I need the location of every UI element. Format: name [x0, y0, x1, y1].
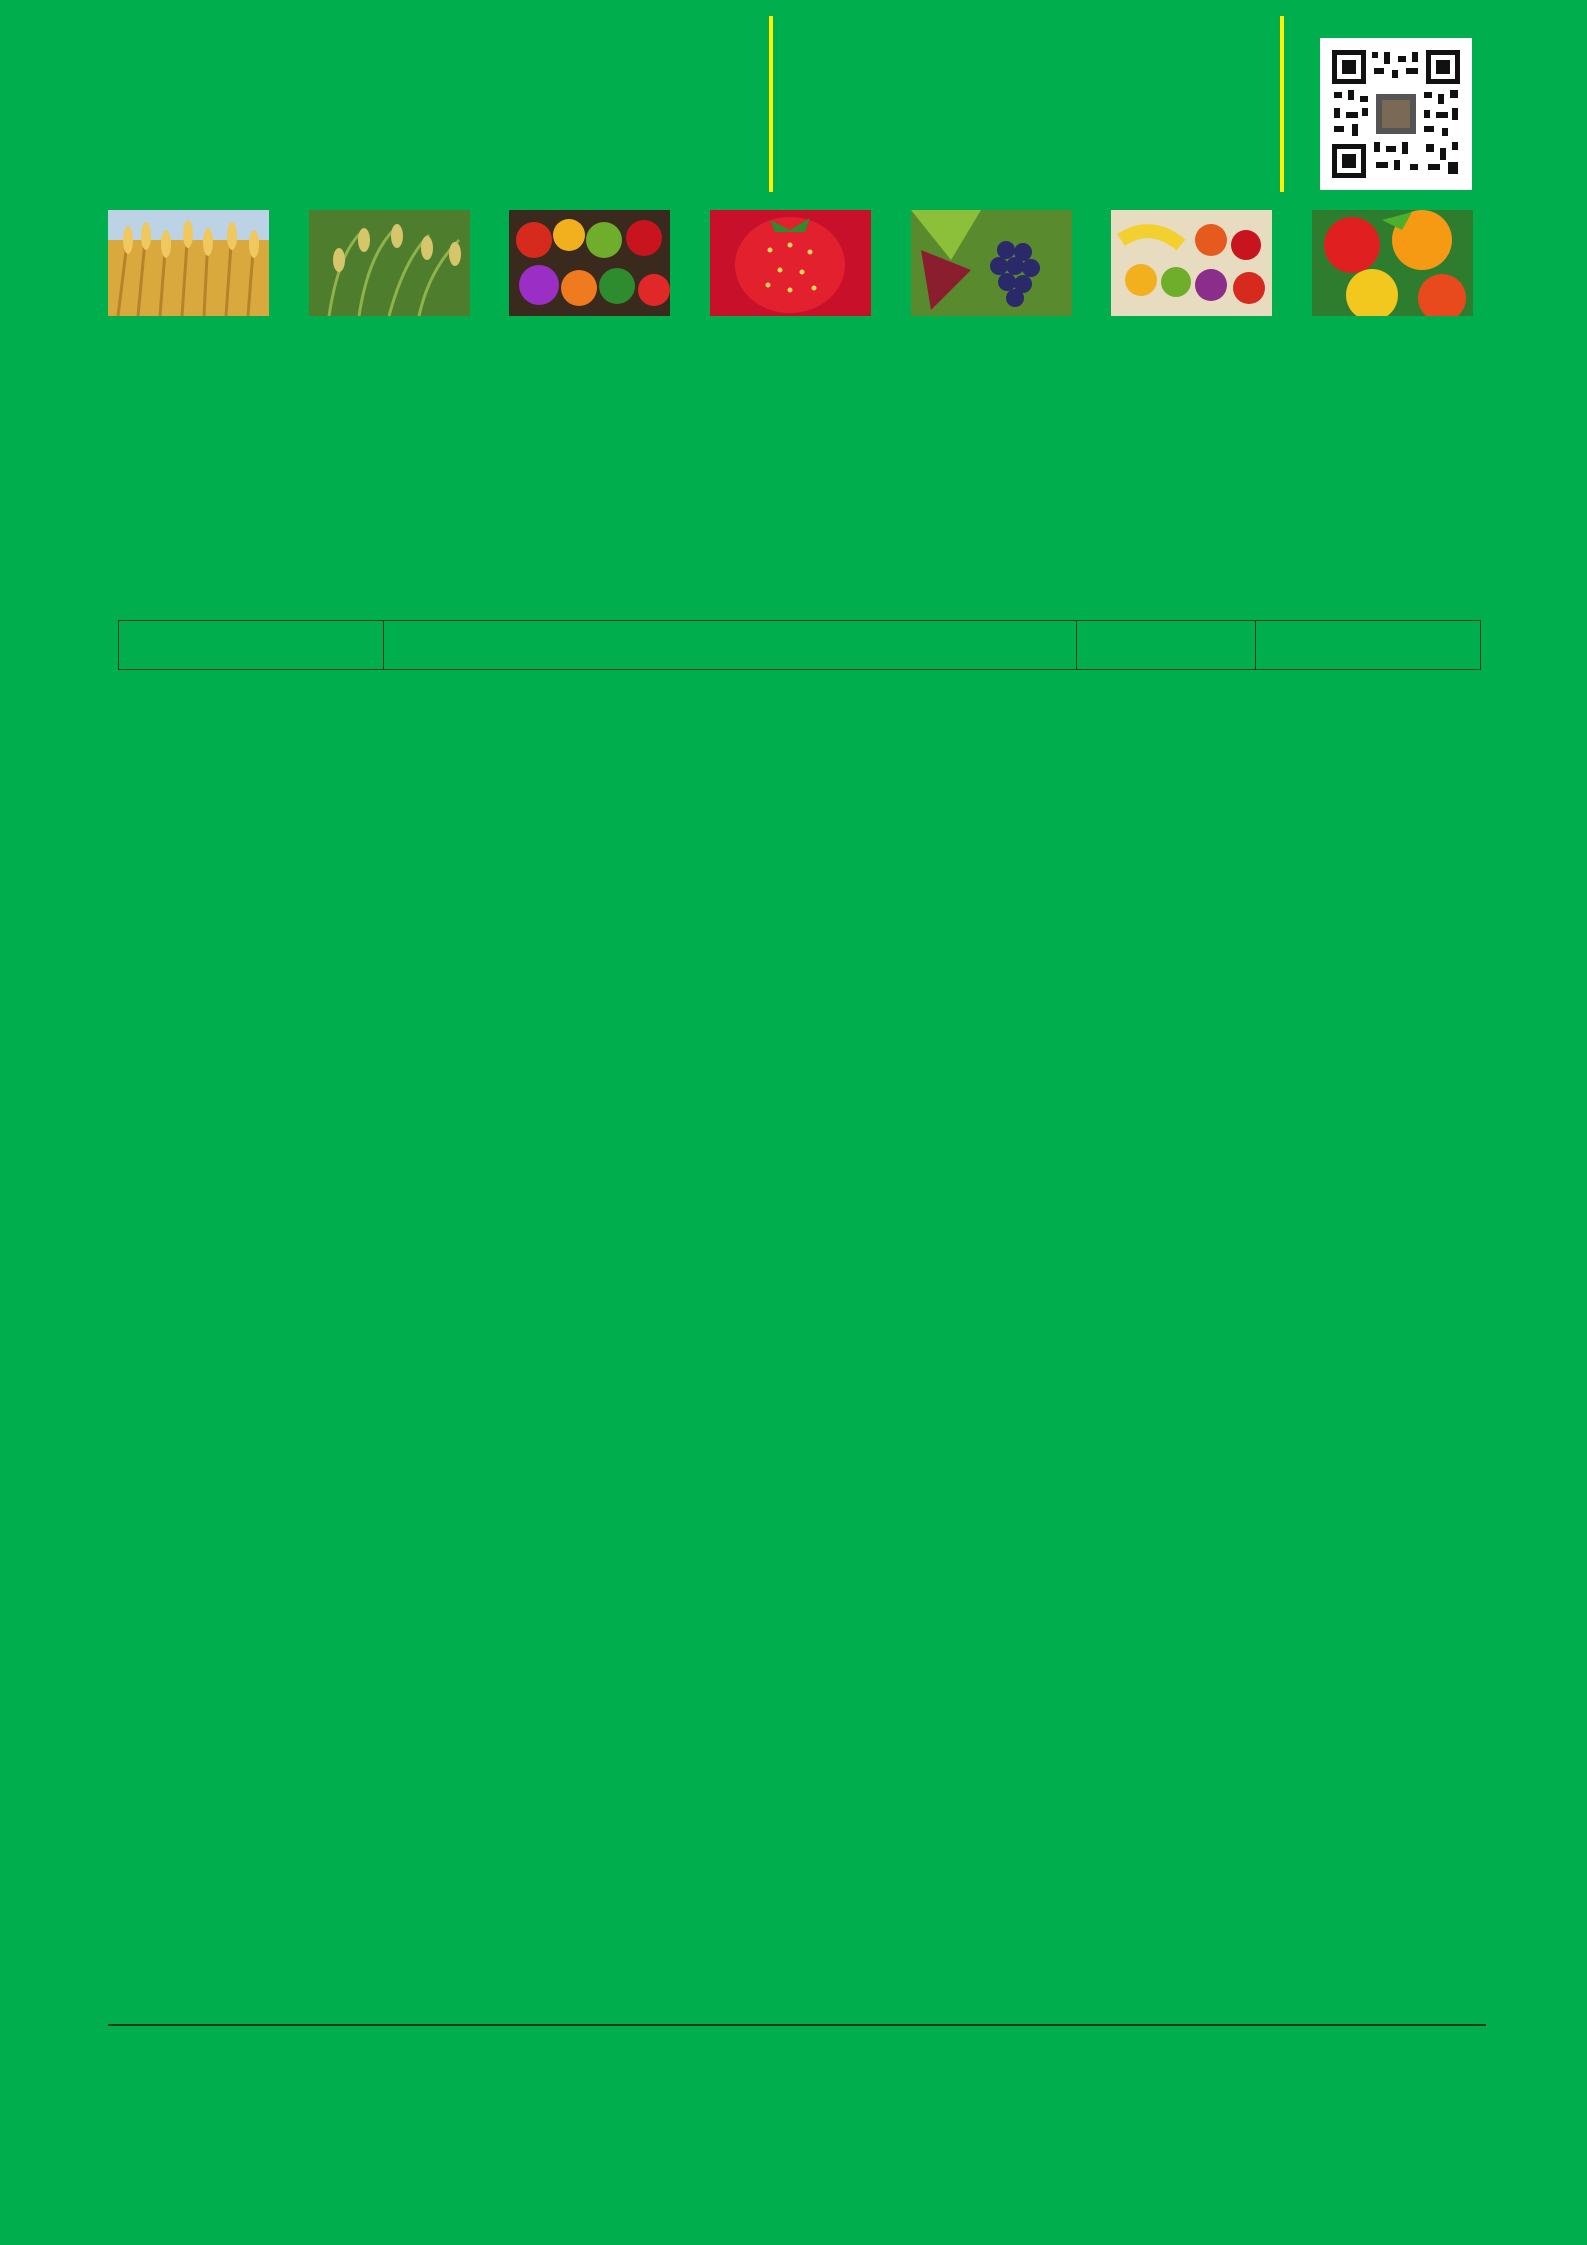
header-divider: [1280, 16, 1284, 192]
wheat-photo: [108, 210, 269, 316]
footer-info: [108, 2032, 174, 2065]
spec-table: [118, 620, 1481, 670]
table-header-cell: [1256, 621, 1481, 670]
qr-code-graphic: [1320, 38, 1472, 190]
table-header-cell: [384, 621, 1077, 670]
rice-photo: [309, 210, 470, 316]
table-header-cell: [119, 621, 384, 670]
strawberry-photo: [710, 210, 871, 316]
footer-divider: [108, 2024, 1486, 2026]
vegetables-photo: [509, 210, 670, 316]
table-header-cell: [1077, 621, 1256, 670]
photo-strip-bottom: [108, 2073, 1473, 2181]
qr-code-icon: [1320, 38, 1472, 190]
table-header-row: [119, 621, 1481, 670]
header-divider: [769, 16, 773, 192]
grapes-photo: [911, 210, 1072, 316]
photo-strip-top: [108, 210, 1473, 318]
fruit-basket-photo: [1111, 210, 1272, 316]
citrus-fruits-photo: [1312, 210, 1473, 316]
